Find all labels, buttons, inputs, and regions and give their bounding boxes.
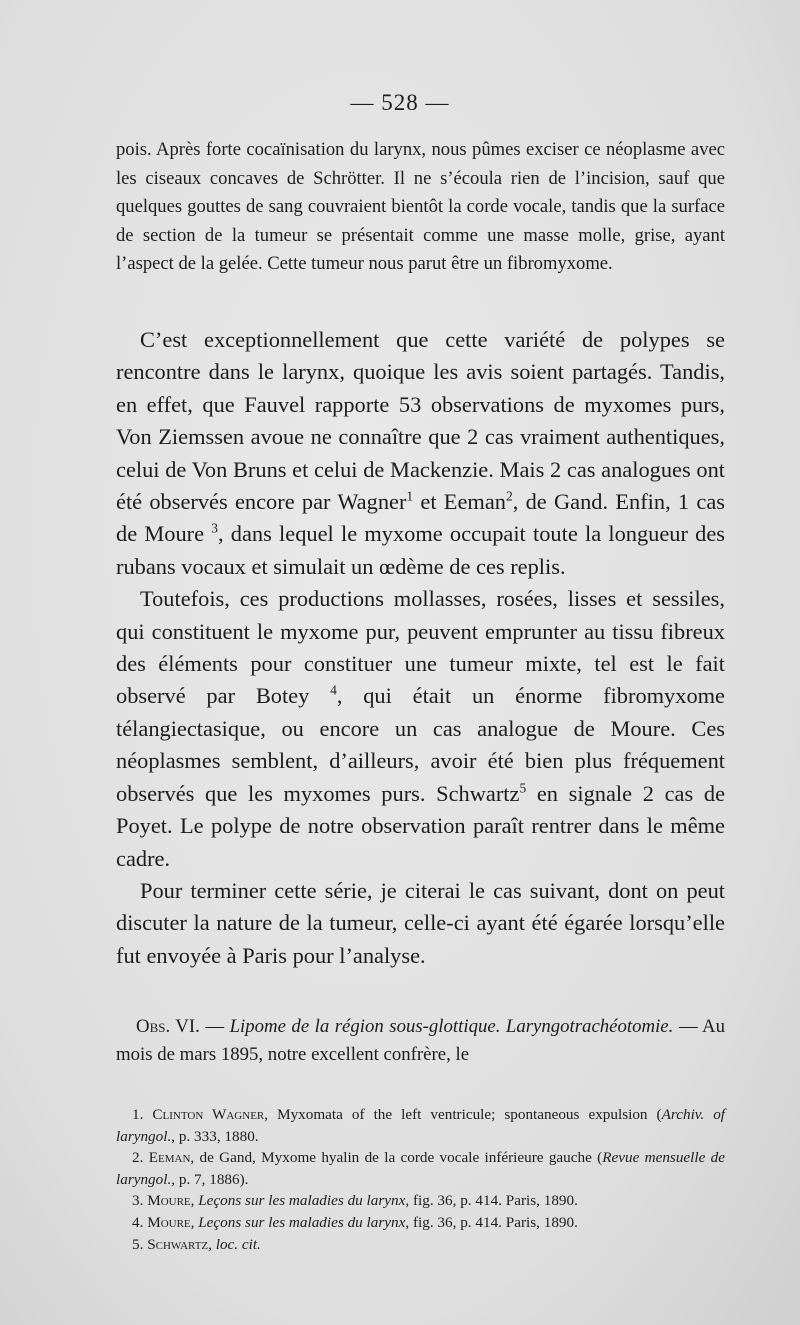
footnote-author: Eeman	[148, 1149, 191, 1167]
footnote-ref-5: 5	[519, 780, 527, 796]
text-run: C’est exceptionnellement que cette variété de polypes se rencontre dans le larynx, quoique les avis soient partagés. Tandis, en effet, que Fauvel rapporte 53 observations de myxomes purs, Von Ziemssen avoue ne connaître que 2 cas vraiment authentiques, celui de Von Bruns et celui de Mackenzie. Mais 2 cas analogues ont été observés encore par Wagner	[116, 327, 725, 515]
footnote-author: Schwartz	[147, 1235, 209, 1253]
footnote-source: Leçons sur les maladies du larynx,	[198, 1213, 410, 1231]
paragraph-fibromyxome	[116, 583, 725, 875]
page-number: — 528 —	[350, 90, 450, 115]
footnote-text: , de Gand, Myxome hyalin de la corde vocale inférieure gauche (	[190, 1149, 603, 1167]
footnote-source: Leçons sur les maladies du larynx,	[198, 1192, 410, 1210]
text-run: et Eeman	[413, 489, 506, 515]
footnote-text: ,	[208, 1235, 216, 1253]
text-run: en signale 2 cas de Poyet. Le polype de notre observation paraît rentrer dans le même cadre.	[116, 780, 726, 871]
footnote-author: Clinton Wagner	[152, 1106, 265, 1123]
footnote-2	[116, 1147, 725, 1190]
observation-label: Obs. VI.	[136, 1016, 200, 1037]
observation-title: Lipome de la région sous-glottique. Laryngotrachéotomie.	[229, 1016, 674, 1037]
footnote-author: Moure	[147, 1213, 191, 1231]
footnote-source: loc. cit.	[215, 1235, 261, 1253]
observation-text: — Au mois de mars 1895, notre excellent confrère, le	[116, 1016, 726, 1065]
footnote-number: 2.	[132, 1149, 149, 1167]
footnote-text: ,	[190, 1213, 199, 1231]
footnote-text: ,	[190, 1192, 199, 1210]
footnote-ref-3: 3	[211, 520, 218, 536]
footnote-source: Revue mensuelle de laryngol.	[116, 1149, 726, 1188]
footnote-ref-4: 4	[330, 683, 337, 698]
paragraph-myxome-rarity	[116, 324, 725, 583]
footnote-number: 1.	[132, 1106, 153, 1123]
footnote-text: fig. 36, p. 414. Paris, 1890.	[409, 1192, 578, 1210]
text-run: , de Gand. Enfin, 1 cas de Moure	[116, 489, 725, 547]
text-run: Toutefois, ces productions mollasses, rosées, lisses et sessiles, qui constituent le myxome pur, peuvent emprunter au tissu fibreux des éléments pour constituer une tumeur mixte, tel est le fait observé par Botey	[116, 586, 725, 709]
footnote-text: , p. 7, 1886).	[171, 1170, 249, 1188]
footnote-5	[116, 1234, 725, 1256]
text-run: , qui était un énorme fibromyxome télangiectasique, ou encore un cas analogue de Moure. Ces néoplasmes semblent, d’ailleurs, avoir été bien plus fréquement observés que les myxomes purs. Schwartz	[116, 683, 725, 806]
paragraph-conclusion: Pour terminer cette série, je citerai le cas suivant, dont on peut discuter la nature de la tumeur, celle-ci ayant été égarée lorsqu’elle fut envoyée à Paris pour l’analyse.	[116, 877, 725, 968]
footnote-text: , Myxomata of the left ventricule; spontaneous expulsion (	[264, 1106, 662, 1123]
footnote-1	[116, 1104, 725, 1147]
footnote-text: fig. 36, p. 414. Paris, 1890.	[409, 1213, 578, 1231]
footnote-ref-2: 2	[505, 488, 513, 504]
footnote-text: , p. 333, 1880.	[171, 1127, 259, 1145]
footnote-number: 5.	[132, 1235, 148, 1253]
observation-heading	[116, 1013, 725, 1068]
continuation-paragraph: pois. Après forte cocaïnisation du larynx, nous pûmes exciser ce néoplasme avec les ciseaux concaves de Schrötter. Il ne s’écoula rien de l’incision, sauf que quelques gouttes de sang couvraient bientôt la corde vocale, tandis que la surface de section de la tumeur se présentait comme une masse molle, grise, ayant l’aspect de la gelée. Cette tumeur nous parut être un fibromyxome.	[116, 139, 725, 275]
footnote-3	[116, 1190, 725, 1212]
footnote-ref-1: 1	[406, 488, 414, 504]
footnote-4	[116, 1212, 725, 1234]
footnote-number: 3.	[132, 1192, 148, 1210]
observation-dash: —	[199, 1016, 230, 1037]
footnotes	[116, 1104, 725, 1255]
text-run: , dans lequel le myxome occupait toute la longueur des rubans vocaux et simulait un œdème de ces replis.	[116, 521, 725, 579]
main-text	[116, 324, 725, 972]
footnote-author: Moure	[147, 1192, 191, 1210]
footnote-source: Archiv. of laryngol.	[116, 1106, 726, 1145]
footnote-number: 4.	[132, 1213, 148, 1231]
